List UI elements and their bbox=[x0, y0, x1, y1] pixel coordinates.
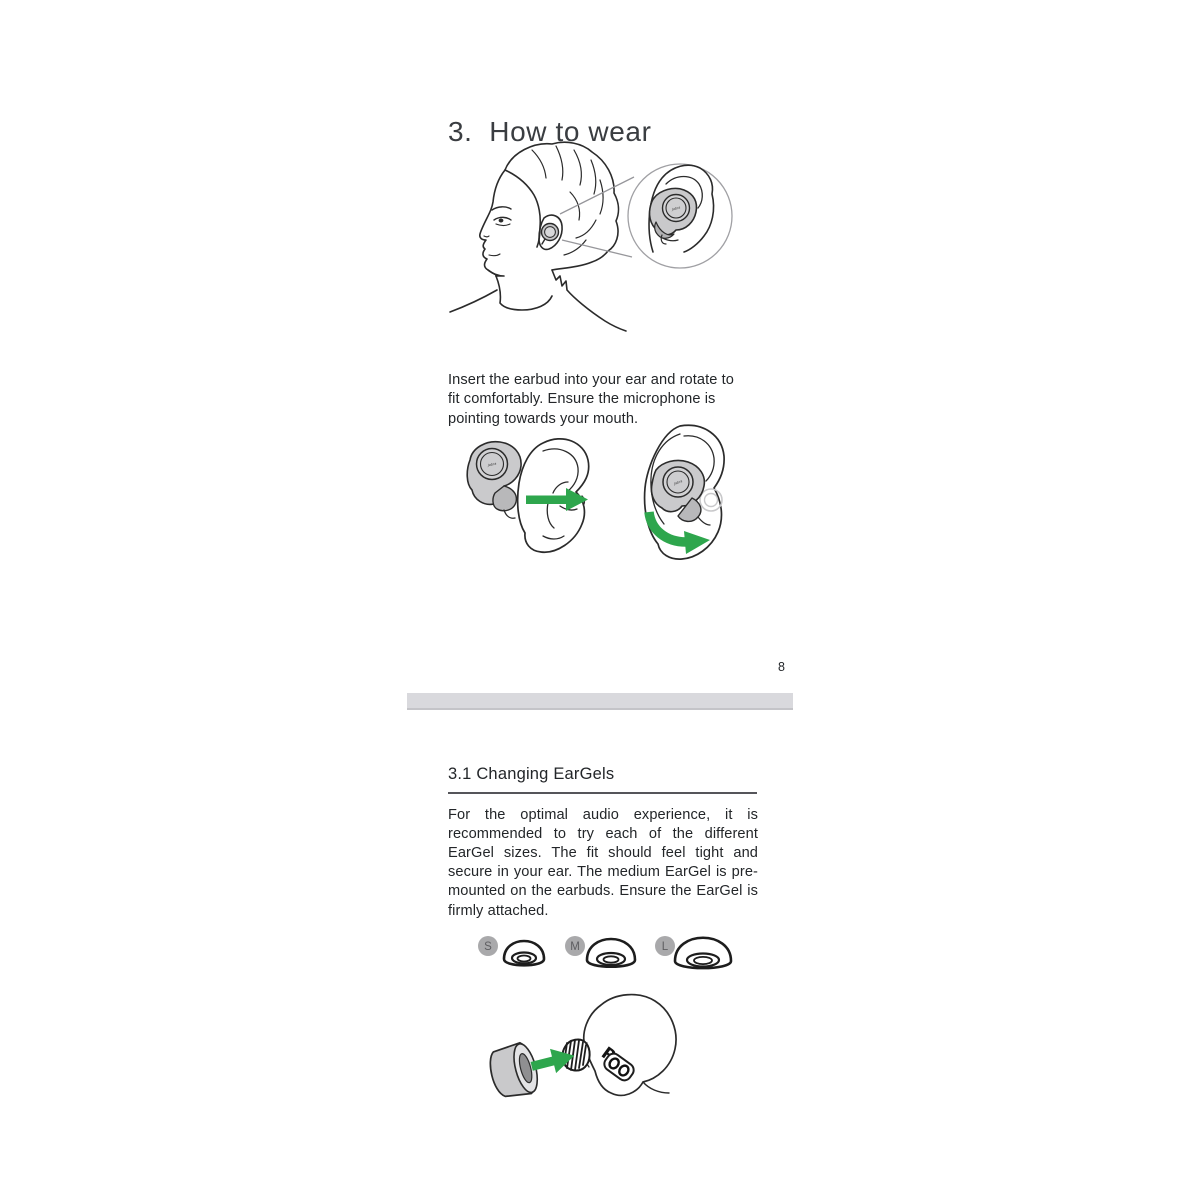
head-with-earbud-illustration bbox=[448, 140, 738, 347]
insert-rotate-illustration bbox=[448, 418, 733, 566]
earbud-brand-text: Jabra bbox=[671, 205, 681, 212]
eargel-cup bbox=[487, 1040, 542, 1102]
size-letter-l: L bbox=[661, 941, 669, 953]
page-number: 8 bbox=[778, 660, 785, 674]
size-letter-m: M bbox=[570, 941, 580, 953]
eargel-size-small bbox=[478, 936, 544, 965]
earbud-in-ear-small bbox=[542, 224, 559, 245]
changing-eargels-paragraph: For the optimal audio experience, it is recommended to try each of the different EarGel sizes. The fit should feel tight and secure in your ear. The medium EarGel is pre-mounted on the earbuds. Ensure the EarGel is firmly attached. bbox=[448, 806, 758, 919]
section-heading-changing-eargels: 3.1 Changing EarGels bbox=[448, 765, 757, 794]
eargel-size-large bbox=[655, 936, 731, 968]
eargel-icon-large bbox=[675, 938, 731, 968]
magnified-ear-with-earbud bbox=[649, 165, 713, 252]
magnifier-circle bbox=[560, 164, 732, 268]
earbud-brand-text: Jabra bbox=[487, 461, 497, 468]
size-letter-s: S bbox=[484, 941, 492, 953]
page-separator-bar bbox=[407, 693, 793, 710]
earbud-body-outline bbox=[584, 995, 676, 1096]
earbud-brand-text: Jabra bbox=[673, 479, 683, 486]
section-heading-how-to-wear: 3. How to wear bbox=[448, 115, 652, 147]
eargel-icon-small bbox=[504, 941, 544, 965]
how-to-wear-paragraph: Insert the earbud into your ear and rotate to fit comfortably. Ensure the microphone is pointing towards your mouth. bbox=[448, 371, 735, 427]
eargel-icon-medium bbox=[587, 939, 635, 967]
eargel-sizes-illustration bbox=[474, 920, 736, 972]
eargel-size-medium bbox=[565, 936, 635, 967]
attach-eargel-illustration bbox=[487, 985, 687, 1120]
